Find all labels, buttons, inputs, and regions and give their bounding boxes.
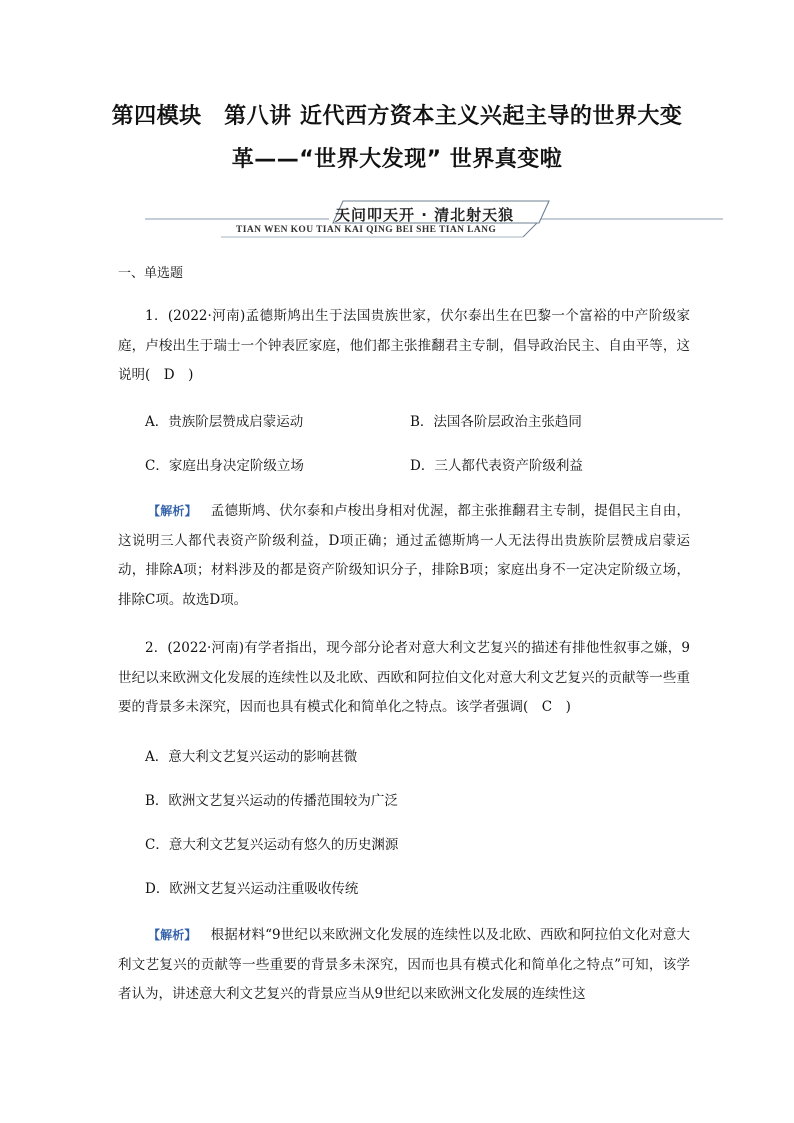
question-1-stem-text: 1．(2022·河南)孟德斯鸠出生于法国贵族世家，伏尔泰出生在巴黎一个富裕的中产阶级家庭，卢梭出生于瑞士一个钟表匠家庭，他们都主张推翻君主专制，倡导政治民主、自由平等，这说明( bbox=[118, 308, 690, 383]
question-1-stem bbox=[118, 302, 690, 391]
section-heading: 一、单选题 bbox=[118, 266, 184, 281]
banner-slogan: 天问叩天开 · 清北射天狼 bbox=[335, 206, 515, 224]
slogan-banner bbox=[145, 197, 723, 243]
question-1-option-b: B．法国各阶层政治主张趋同 bbox=[410, 414, 582, 430]
question-2-stem-close: ) bbox=[552, 699, 571, 715]
question-2-stem bbox=[118, 634, 690, 723]
question-2-option-c: C．意大利文艺复兴运动有悠久的历史渊源 bbox=[145, 837, 399, 853]
question-1-stem-close: ) bbox=[174, 367, 194, 383]
question-2-analysis-text: 根据材料“9世纪以来欧洲文化发展的连续性以及北欧、西欧和阿拉伯文化对意大利文艺复兴的贡献等一些重要的背景多未深究，因而也具有模式化和简单化之特点”可知，该学者认为，讲述意大利文艺复兴的背景应当从9世纪以来欧洲文化发展的连续性这 bbox=[118, 927, 690, 1002]
question-1-option-a: A．贵族阶层赞成启蒙运动 bbox=[145, 414, 304, 430]
analysis-tag: 【解析】 bbox=[148, 504, 197, 518]
banner-pinyin: TIAN WEN KOU TIAN KAI QING BEI SHE TIAN LANG bbox=[236, 225, 497, 235]
question-2-answer: C bbox=[541, 699, 553, 715]
analysis-tag: 【解析】 bbox=[148, 928, 197, 942]
question-1-answer: D bbox=[163, 367, 175, 383]
question-1-analysis bbox=[118, 497, 690, 615]
question-2-option-b: B．欧洲文艺复兴运动的传播范围较为广泛 bbox=[145, 793, 398, 809]
question-1-option-d: D．三人都代表资产阶级利益 bbox=[410, 458, 583, 474]
document-title-line-2: 革——“世界大发现” 世界真变啦 bbox=[231, 147, 563, 172]
question-2-option-a: A．意大利文艺复兴运动的影响甚微 bbox=[145, 749, 358, 765]
question-2-stem-text: 2．(2022·河南)有学者指出，现今部分论者对意大利文艺复兴的描述有排他性叙事之嫌，9世纪以来欧洲文化发展的连续性以及北欧、西欧和阿拉伯文化对意大利文艺复兴的贡献等一些重要的背景多未深究，因而也具有模式化和简单化之特点。该学者强调( bbox=[118, 640, 690, 715]
question-2-option-d: D．欧洲文艺复兴运动注重吸收传统 bbox=[145, 881, 359, 897]
question-1-analysis-text: 孟德斯鸠、伏尔泰和卢梭出身相对优渥，都主张推翻君主专制，提倡民主自由，这说明三人都代表资产阶级利益，D项正确；通过孟德斯鸠一人无法得出贵族阶层赞成启蒙运动，排除A项；材料涉及的都是资产阶级知识分子，排除B项；家庭出身不一定决定阶级立场，排除C项。故选D项。 bbox=[118, 503, 690, 608]
question-2-analysis bbox=[118, 921, 690, 1010]
document-title-line-1: 第四模块 第八讲 近代西方资本主义兴起主导的世界大变 bbox=[111, 104, 683, 129]
question-1-option-c: C．家庭出身决定阶级立场 bbox=[145, 458, 304, 474]
